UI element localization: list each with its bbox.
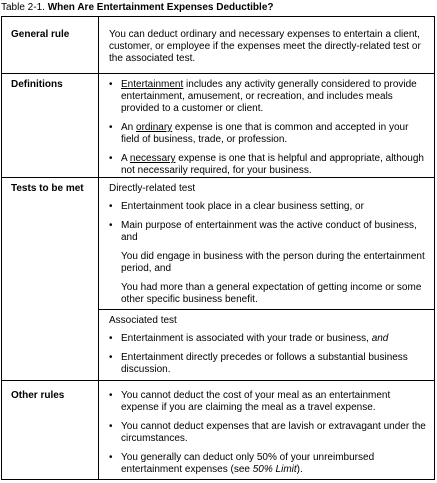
row-divider — [2, 177, 434, 178]
definition-prefix: A — [121, 153, 130, 164]
associated-heading: Associated test — [109, 315, 177, 326]
definitions-label: Definitions — [11, 79, 63, 90]
definition-entertainment — [109, 79, 427, 115]
other-rules-label: Other rules — [11, 390, 65, 401]
directly-related-condition: You had more than a general expectation of getting income or some other specific business benefit. — [121, 282, 422, 305]
other-rule-bullet — [109, 452, 427, 476]
fifty-percent-limit-reference: 50% Limit — [252, 464, 297, 475]
table-title: When Are Entertainment Expenses Deductible? — [47, 2, 274, 13]
subsection-divider — [99, 309, 434, 310]
table-number: Table 2-1. — [1, 2, 45, 13]
general-rule-text: You can deduct ordinary and necessary expenses to entertain a client, customer, or employee if the expenses meet the directly-related test or the associated test. — [109, 29, 421, 64]
directly-related-bullet: • Entertainment took place in a clear business setting, or — [109, 201, 427, 213]
tests-label: Tests to be met — [11, 183, 84, 194]
associated-bullet-text: Entertainment is associated with your trade or business, — [121, 333, 372, 344]
column-divider — [98, 17, 99, 479]
other-rule-bullet: • You cannot deduct the cost of your meal as an entertainment expense if you are claiming the meal as a travel expense. — [109, 390, 427, 414]
directly-related-condition: You did engage in business with the person during the entertainment period, and — [121, 251, 425, 274]
other-rule-bullet: • You cannot deduct expenses that are lavish or extravagant under the circumstances. — [109, 421, 427, 445]
definition-prefix: An — [121, 122, 137, 133]
other-rule-text-end: ). — [296, 464, 303, 475]
definition-ordinary — [109, 122, 427, 146]
definition-text: expense is one that is helpful and appropriate, although not necessarily required, for your business. — [121, 153, 424, 176]
row-divider — [2, 380, 434, 381]
definition-text: includes any activity generally considered to provide entertainment, amusement, or recreation, and includes meals provided to a customer or client. — [121, 79, 417, 114]
term-necessary: necessary — [129, 153, 176, 164]
table-caption — [1, 2, 274, 14]
directly-related-cell — [109, 183, 427, 306]
term-entertainment: Entertainment — [121, 79, 184, 90]
other-rules-cell — [109, 390, 427, 476]
definition-text: expense is one that is common and accepted in your field of business, trade, or profession. — [121, 122, 409, 145]
directly-related-heading: Directly-related test — [109, 183, 196, 194]
associated-bullet — [109, 333, 427, 345]
other-rule-text: You generally can deduct only 50% of your unreimbursed entertainment expenses (see — [121, 452, 375, 475]
definition-necessary — [109, 153, 427, 177]
associated-cell — [109, 315, 427, 376]
row-divider — [2, 73, 434, 74]
directly-related-bullet: • Main purpose of entertainment was the active conduct of business, and — [109, 220, 427, 244]
general-rule-cell — [109, 29, 427, 65]
general-rule-label: General rule — [11, 29, 70, 40]
definitions-cell — [109, 79, 427, 177]
associated-bullet: • Entertainment directly precedes or follows a substantial business discussion. — [109, 352, 427, 376]
term-ordinary: ordinary — [136, 122, 173, 133]
entertainment-expenses-table — [1, 16, 435, 480]
associated-bullet-emphasis: and — [371, 333, 389, 344]
